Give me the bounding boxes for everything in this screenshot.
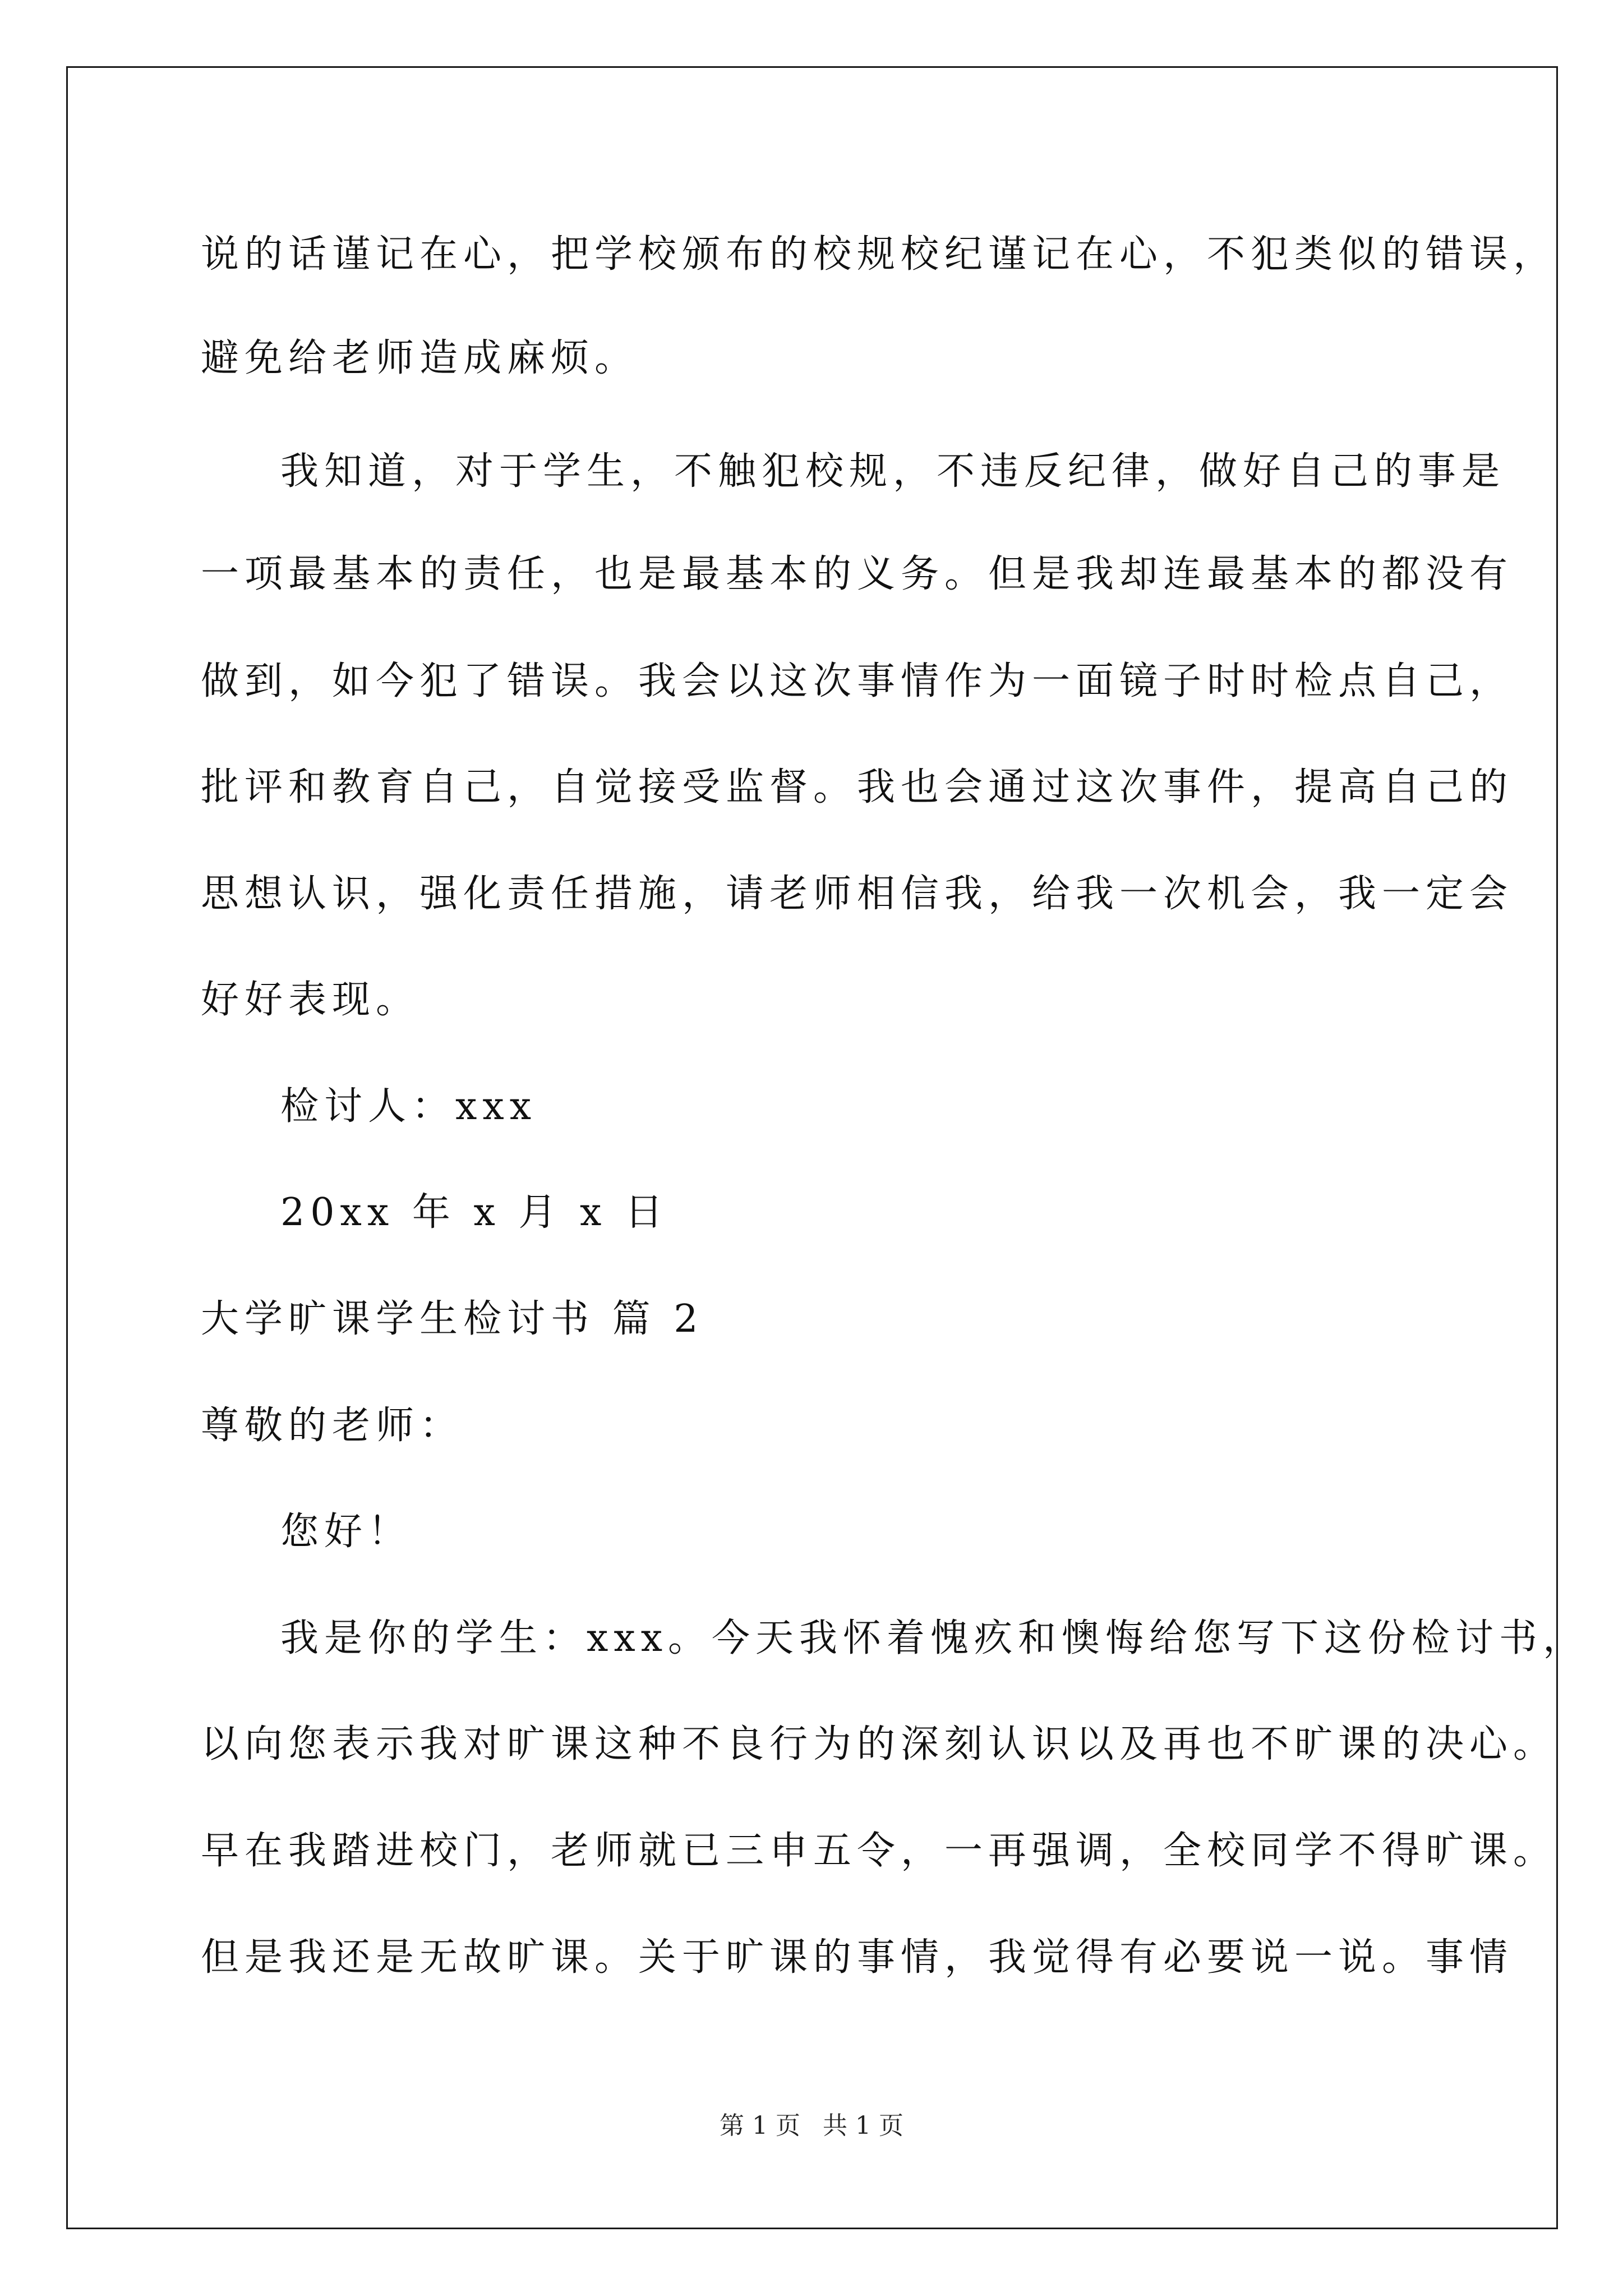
page-footer: [0, 2109, 1623, 2143]
text-line: 一项最基本的责任，也是最基本的义务。但是我却连最基本的都没有: [201, 552, 1514, 596]
text-line: 但是我还是无故旷课。关于旷课的事情，我觉得有必要说一说。事情: [201, 1935, 1514, 1980]
text-line: 避免给老师造成麻烦。: [201, 336, 639, 380]
section-title: 大学旷课学生检讨书 篇 2: [201, 1297, 704, 1341]
text-line: 说的话谨记在心，把学校颁布的校规校纪谨记在心，不犯类似的错误，: [201, 232, 1557, 277]
date-line: 20xx 年 x 月 x 日: [280, 1190, 669, 1235]
page-count: 共 1 页: [823, 2111, 903, 2140]
page-border: [66, 66, 1558, 2229]
text-line: 做到，如今犯了错误。我会以这次事情作为一面镜子时时检点自己，: [201, 659, 1514, 703]
page-number: 第 1 页: [720, 2111, 800, 2140]
signature-line: 检讨人：xxx: [280, 1084, 537, 1129]
text-line: 我是你的学生：xxx。今天我怀着愧疚和懊悔给您写下这份检讨书，: [280, 1616, 1587, 1660]
text-line: 思想认识，强化责任措施，请老师相信我，给我一次机会，我一定会: [201, 872, 1514, 916]
salutation: 尊敬的老师：: [201, 1404, 464, 1448]
text-line: 早在我踏进校门，老师就已三申五令，一再强调，全校同学不得旷课。: [201, 1829, 1557, 1873]
text-line: 以向您表示我对旷课这种不良行为的深刻认识以及再也不旷课的决心。: [201, 1722, 1557, 1766]
text-line: 好好表现。: [201, 978, 420, 1022]
text-line: 批评和教育自己，自觉接受监督。我也会通过这次事件，提高自己的: [201, 765, 1514, 809]
text-line: 我知道，对于学生，不触犯校规，不违反纪律，做好自己的事是: [280, 449, 1506, 494]
greeting: 您好！: [280, 1510, 412, 1554]
